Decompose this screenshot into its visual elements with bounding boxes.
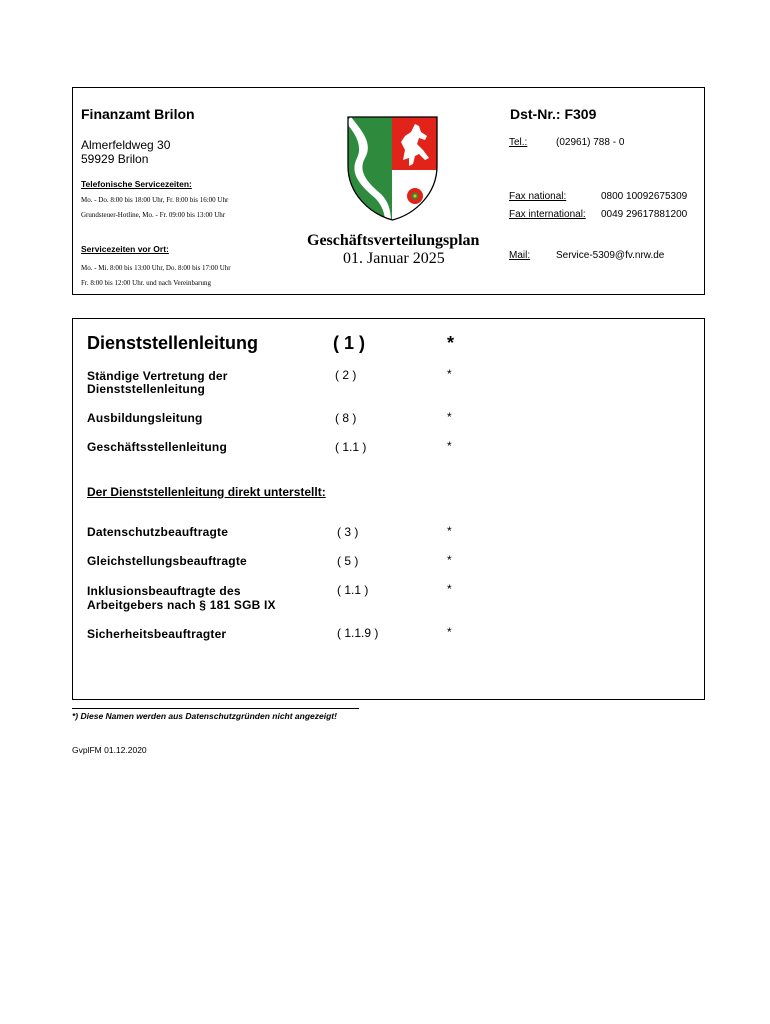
subordinate-name: * [447,524,452,538]
subordinate-number: ( 3 ) [337,525,359,539]
subordinate-number: ( 1.1 ) [337,583,369,597]
role-label-line2: Dienststellenleitung [87,382,206,396]
subordinate-label-line2: Arbeitgebers nach § 181 SGB IX [87,598,276,612]
subordinate-label: Datenschutzbeauftragte [87,525,229,539]
phone-service-line2: Grundsteuer-Hotline, Mo. - Fr. 09:00 bis 13:00 Uhr [81,211,226,219]
fax-international-value: 0049 29617881200 [601,209,688,220]
subordinate-number: ( 5 ) [337,554,359,568]
onsite-line2: Fr. 8:00 bis 12:00 Uhr. und nach Vereinbarung [81,279,211,287]
plan-date: 01. Januar 2025 [343,250,445,267]
phone-value: (02961) 788 - 0 [556,137,625,148]
subordinate-number: ( 1.1.9 ) [337,626,379,640]
office-name: Finanzamt Brilon [81,106,195,122]
role-number: ( 8 ) [335,411,357,425]
phone-label: Tel.: [509,137,528,148]
street-address: Almerfeldweg 30 [81,138,171,152]
role-label: Geschäftsstellenleitung [87,440,227,454]
role-label: Ausbildungsleitung [87,411,203,425]
role-name: * [447,439,452,453]
fax-national-value: 0800 10092675309 [601,191,688,202]
role-number: ( 2 ) [335,368,357,382]
onsite-line1: Mo. - Mi. 8:00 bis 13:00 Uhr, Do. 8:00 bis 17:00 Uhr [81,264,231,272]
fax-international-label: Fax international: [509,209,586,220]
role-label: Ständige Vertretung der [87,369,228,383]
role-name: * [447,367,452,381]
dst-nr: Dst-Nr.: F309 [510,106,597,122]
subordinate-name: * [447,582,452,596]
role-number: ( 1.1 ) [335,440,367,454]
fax-national-label: Fax national: [509,191,567,202]
nrw-coat-of-arms-icon [345,114,440,222]
subordinate-name: * [447,625,452,639]
onsite-heading: Servicezeiten vor Ort: [81,244,169,254]
plan-title: Geschäftsverteilungsplan [307,232,480,249]
phone-service-line1: Mo. - Do. 8:00 bis 18:00 Uhr, Fr. 8:00 bis 16:00 Uhr [81,196,229,204]
role-name: * [447,410,452,424]
subordinate-heading: Der Dienststellenleitung direkt unterstellt: [87,485,326,499]
subordinate-label: Gleichstellungsbeauftragte [87,554,247,568]
mail-label: Mail: [509,250,531,261]
version-label: GvplFM 01.12.2020 [72,745,147,755]
phone-service-heading: Telefonische Servicezeiten: [81,179,192,189]
subordinate-label: Sicherheitsbeauftragter [87,627,227,641]
main-role-name: * [447,333,455,353]
footnote-divider [72,708,359,709]
subordinate-name: * [447,553,452,567]
subordinate-label: Inklusionsbeauftragte des [87,584,241,598]
main-role-label: Dienststellenleitung [87,333,259,353]
footnote: *) Diese Namen werden aus Datenschutzgründen nicht angezeigt! [72,711,337,721]
main-role-number: ( 1 ) [333,333,366,353]
city-address: 59929 Brilon [81,152,149,166]
mail-value[interactable]: Service-5309@fv.nrw.de [556,250,665,261]
